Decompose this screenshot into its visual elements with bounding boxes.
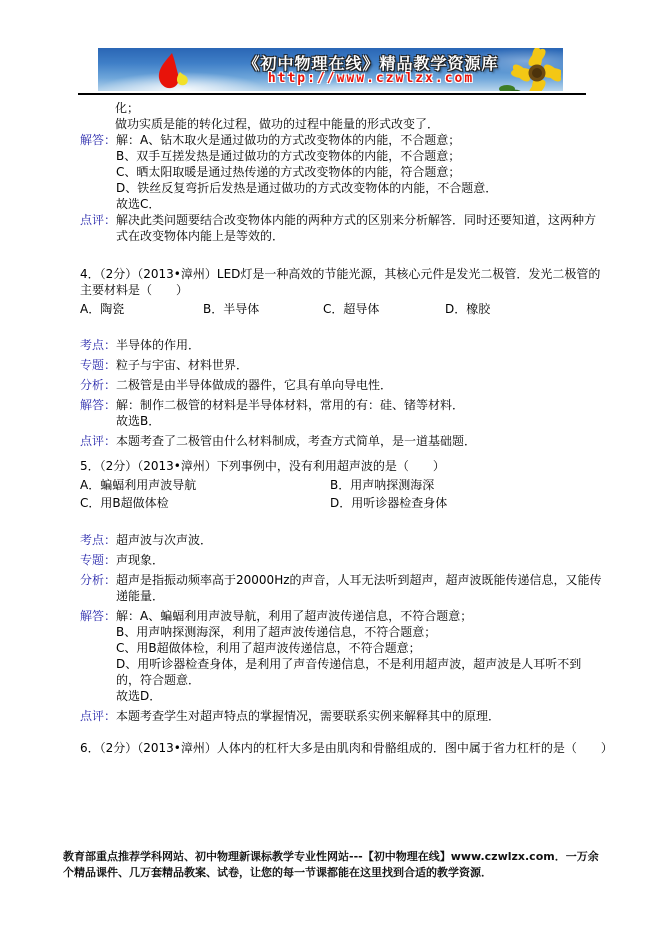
dianping-label: 点评： [80, 434, 117, 448]
answer-line: B、双手互搓发热是通过做功的方式改变物体的内能，不合题意； [116, 149, 461, 163]
jieda-label: 解答： [80, 398, 117, 412]
question-6-title: 6．（2分）（2013•漳州）人体内的杠杆大多是由肌肉和骨骼组成的．图中属于省力杠杆的是（ ） [80, 741, 613, 755]
kaodian-text: 超声波与次声波． [116, 533, 213, 547]
option-d: D．橡胶 [445, 302, 491, 316]
answer-line: C、晒太阳取暖是通过热传递的方式改变物体的内能，符合题意； [116, 165, 461, 179]
fenxi-text: 超声是指振动频率高于20000Hz的声音，人耳无法听到超声，超声波既能传递信息，又能传递能量． [116, 573, 602, 603]
answer-line: 故选C． [116, 197, 161, 211]
option-c: C．超导体 [323, 302, 380, 316]
dianping-text: 本题考查了二极管由什么材料制成，考查方式简单，是一道基础题． [116, 434, 477, 448]
question-5-title: 5．（2分）（2013•漳州）下列事例中，没有利用超声波的是（ ） [80, 459, 445, 473]
dianping-label: 点评： [80, 213, 117, 227]
option-c: C．用B超做体检 [80, 496, 169, 510]
question-6 [80, 740, 613, 756]
q3-dianping-row [80, 212, 602, 248]
flame-logo-icon [150, 52, 196, 90]
fenxi-text: 二极管是由半导体做成的器件，它具有单向导电性． [116, 378, 393, 392]
answer-line: D、用听诊器检查身体，是利用了声音传递信息，不是利用超声波，超声波是人耳听不到的，符合题意． [116, 657, 582, 687]
option-d: D．用听诊器检查身体 [330, 496, 448, 510]
question-5 [80, 458, 602, 474]
option-a: A．蝙蝠利用声波导航 [80, 478, 197, 492]
q3-analysis-continuation [80, 100, 602, 132]
option-a: A．陶瓷 [80, 302, 125, 316]
dianping-text: 本题考查学生对超声特点的掌握情况，需要联系实例来解释其中的原理． [116, 709, 501, 723]
question-4 [80, 266, 602, 298]
zhuanti-text: 粒子与宇宙、材料世界． [116, 358, 249, 372]
fenxi-label: 分析： [80, 378, 117, 392]
question-4-options [80, 301, 602, 317]
banner-title: 《初中物理在线》精品教学资源库 [243, 54, 499, 73]
answer-line: 解：制作二极管的材料是半导体材料，常用的有：硅、锗等材料． [116, 398, 465, 412]
answer-line: 故选D． [116, 689, 162, 703]
dianping-label: 点评： [80, 709, 117, 723]
question-5-options [80, 477, 602, 513]
question-5-answer-table [80, 532, 602, 728]
option-b: B．半导体 [203, 302, 260, 316]
answer-line: 解：A、钻木取火是通过做功的方式改变物体的内能，不合题意； [116, 133, 461, 147]
zhuanti-text: 声现象． [116, 553, 165, 567]
banner-url-link[interactable]: http://www.czwlzx.com [267, 71, 475, 86]
page-footer: 教育部重点推荐学科网站、初中物理新课标教学专业性网站---【初中物理在线】www.czwlzx.com．一万余个精品课件、几万套精品教案、试卷，让您的每一节课都能在这里找到合适的教学资源． [63, 850, 599, 879]
analysis-line: 化； [115, 101, 140, 115]
kaodian-label: 考点： [80, 338, 117, 352]
answer-line: D、铁丝反复弯折后发热是通过做功的方式改变物体的内能，不合题意． [116, 181, 498, 195]
option-b: B．用声呐探测海深 [330, 478, 435, 492]
answer-line: 解：A、蝙蝠利用声波导航，利用了超声波传递信息，不符合题意； [116, 609, 473, 623]
q3-jieda-row [80, 132, 602, 216]
site-banner [98, 48, 563, 91]
jieda-label: 解答： [80, 609, 117, 623]
answer-line: C、用B超做体检，利用了超声波传递信息，不符合题意； [116, 641, 421, 655]
answer-line: 故选B． [116, 414, 161, 428]
zhuanti-label: 专题： [80, 553, 117, 567]
question-4-answer-table [80, 337, 602, 453]
dianping-text: 解决此类问题要结合改变物体内能的两种方式的区别来分析解答．同时还要知道，这两种方式在改变物体内能上是等效的． [116, 213, 597, 243]
fenxi-label: 分析： [80, 573, 117, 587]
kaodian-label: 考点： [80, 533, 117, 547]
sunflower-icon [495, 48, 561, 91]
question-4-title: 4．（2分）（2013•漳州）LED灯是一种高效的节能光源，其核心元件是发光二极管．发光二极管的主要材料是（ ） [80, 267, 601, 297]
answer-line: B、用声呐探测海深，利用了超声波传递信息，不符合题意； [116, 625, 437, 639]
analysis-line: 做功实质是能的转化过程，做功的过程中能量的形式改变了． [115, 117, 440, 131]
zhuanti-label: 专题： [80, 358, 117, 372]
header-divider [78, 93, 586, 95]
kaodian-text: 半导体的作用． [116, 338, 201, 352]
jieda-label: 解答： [80, 133, 117, 147]
